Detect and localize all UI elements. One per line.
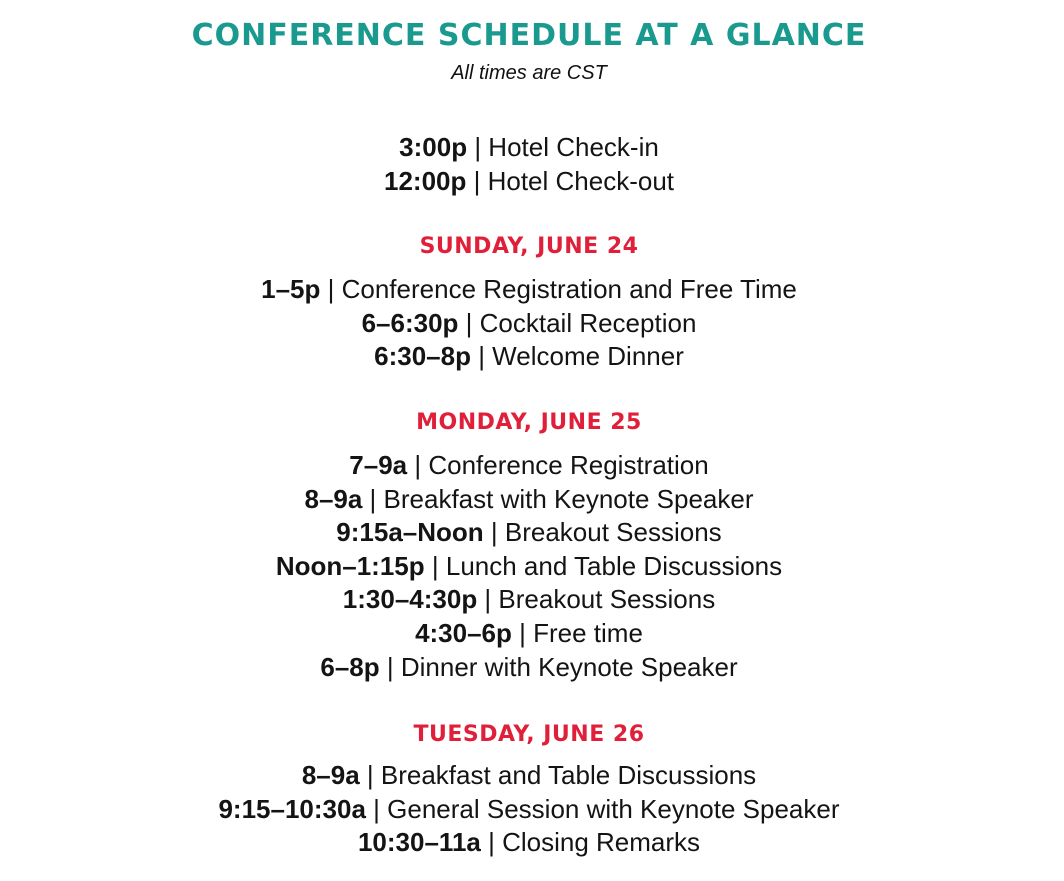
schedule-row [0,340,1058,374]
page-title: CONFERENCE SCHEDULE AT A GLANCE [191,18,867,53]
event-time: 6–8p [320,651,380,682]
schedule-row [0,617,1058,651]
separator: | [458,307,480,338]
day-heading-tuesday: TUESDAY, JUNE 26 [413,722,645,747]
schedule-row [0,131,1058,165]
timezone-note: All times are CST [451,62,607,84]
separator: | [511,617,534,648]
separator: | [359,760,381,790]
sunday-schedule [0,273,1058,374]
schedule-row [0,516,1058,550]
separator: | [466,165,488,196]
event-time: 1:30–4:30p [342,584,478,615]
schedule-row [0,273,1058,307]
event-time: Noon–1:15p [275,550,425,581]
event-name: Closing Remarks [502,827,701,858]
monday-schedule [0,449,1058,684]
schedule-row [0,449,1058,483]
schedule-row [0,826,1058,860]
event-time: 4:30–6p [415,617,512,648]
schedule-row [0,793,1058,827]
event-time: 8–9a [301,760,360,790]
tuesday-schedule [0,759,1058,860]
event-time: 8–9a [304,483,363,514]
event-name: Hotel Check-in [488,132,659,162]
event-time: 9:15–10:30a [218,793,366,824]
event-name: General Session with Keynote Speaker [387,793,840,824]
separator: | [407,450,429,480]
schedule-row [0,307,1058,341]
event-name: Breakout Sessions [498,584,716,615]
schedule-row [0,759,1058,793]
day-heading-monday: MONDAY, JUNE 25 [416,410,642,435]
schedule-row [0,550,1058,584]
event-time: 12:00p [383,165,467,196]
event-time: 6:30–8p [374,341,471,372]
event-time: 6–6:30p [361,307,459,338]
hotel-schedule [0,131,1058,198]
separator: | [320,274,342,304]
separator: | [467,132,489,162]
separator: | [470,341,493,372]
event-name: Conference Registration and Free Time [341,274,797,304]
event-name: Welcome Dinner [492,341,684,372]
event-name: Breakout Sessions [504,517,722,548]
event-name: Lunch and Table Discussions [445,550,783,581]
event-name: Dinner with Keynote Speaker [400,651,738,682]
separator: | [480,827,503,858]
event-name: Hotel Check-out [487,165,674,196]
schedule-row [0,165,1058,199]
separator: | [477,584,499,615]
event-name: Free time [533,617,643,648]
separator: | [362,483,384,514]
schedule-row [0,651,1058,685]
event-time: 1–5p [261,274,321,304]
event-time: 9:15a–Noon [336,517,484,548]
event-name: Breakfast with Keynote Speaker [383,483,754,514]
event-time: 10:30–11a [357,827,481,858]
event-time: 3:00p [399,132,468,162]
event-time: 7–9a [349,450,408,480]
schedule-row [0,583,1058,617]
event-name: Conference Registration [428,450,709,480]
separator: | [379,651,401,682]
day-heading-sunday: SUNDAY, JUNE 24 [419,234,639,259]
separator: | [424,550,446,581]
separator: | [365,793,388,824]
separator: | [483,517,505,548]
event-name: Breakfast and Table Discussions [380,760,757,790]
schedule-row [0,483,1058,517]
event-name: Cocktail Reception [479,307,697,338]
